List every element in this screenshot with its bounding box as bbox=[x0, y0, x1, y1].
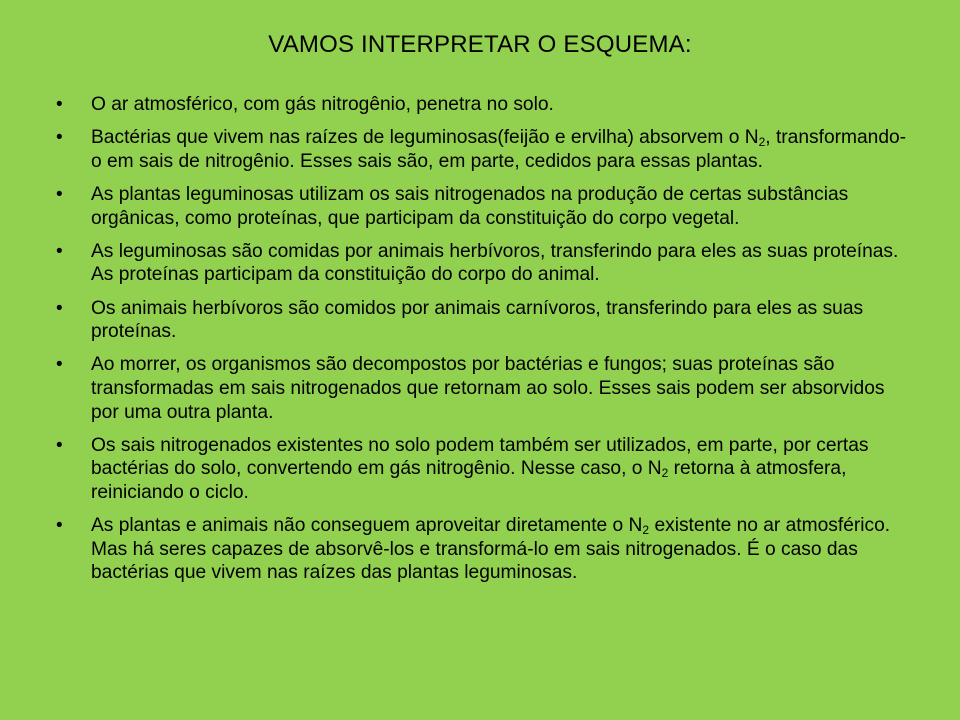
bullet-text: Os sais nitrogenados existentes no solo podem também ser utilizados, em parte, por certas bactérias do solo, convertendo em gás nitrogênio. Nesse caso, o $N_2$ retorna à atmosfera, reiniciando o ciclo. bbox=[91, 434, 869, 503]
bullet-dot-icon: • bbox=[56, 354, 63, 376]
bullet-list bbox=[56, 93, 916, 594]
bullet-dot-icon: • bbox=[56, 297, 63, 319]
bullet-item bbox=[56, 183, 916, 230]
bullet-dot-icon: • bbox=[56, 434, 63, 456]
bullet-text: Ao morrer, os organismos são decompostos por bactérias e fungos; suas proteínas são transformadas em sais nitrogenados que retornam ao solo. Esses sais podem ser absorvidos por uma outra planta. bbox=[91, 354, 885, 423]
bullet-item bbox=[56, 514, 916, 585]
bullet-dot-icon: • bbox=[56, 515, 63, 537]
bullet-dot-icon: • bbox=[56, 183, 63, 205]
bullet-text: As plantas e animais não conseguem aproveitar diretamente o $N_2$ existente no ar atmosférico. Mas há seres capazes de absorvê-los e transformá-lo em sais nitrogenados. É o caso das bactérias que vivem nas raízes das plantas leguminosas. bbox=[91, 515, 891, 584]
bullet-text: O ar atmosférico, com gás nitrogênio, penetra no solo. bbox=[91, 94, 554, 115]
bullet-item bbox=[56, 297, 916, 344]
slide-title: VAMOS INTERPRETAR O ESQUEMA: bbox=[268, 31, 692, 58]
bullet-item bbox=[56, 93, 916, 117]
bullet-text: Os animais herbívoros são comidos por animais carnívoros, transferindo para eles as suas proteínas. bbox=[91, 297, 864, 343]
bullet-item bbox=[56, 240, 916, 287]
bullet-dot-icon: • bbox=[56, 240, 63, 262]
bullet-dot-icon: • bbox=[56, 127, 63, 149]
bullet-item bbox=[56, 434, 916, 505]
bullet-text: Bactérias que vivem nas raízes de leguminosas(feijão e ervilha) absorvem o $N_2$, transformando-o em sais de nitrogênio. Esses sais são, em parte, cedidos para essas plantas. bbox=[91, 127, 907, 172]
bullet-item bbox=[56, 353, 916, 424]
bullet-text: As plantas leguminosas utilizam os sais nitrogenados na produção de certas substâncias orgânicas, como proteínas, que participam da constituição do corpo vegetal. bbox=[91, 183, 849, 229]
bullet-item bbox=[56, 126, 916, 173]
bullet-text: As leguminosas são comidas por animais herbívoros, transferindo para eles as suas proteínas. As proteínas participam da constituição do corpo do animal. bbox=[91, 240, 899, 286]
bullet-dot-icon: • bbox=[56, 94, 63, 115]
